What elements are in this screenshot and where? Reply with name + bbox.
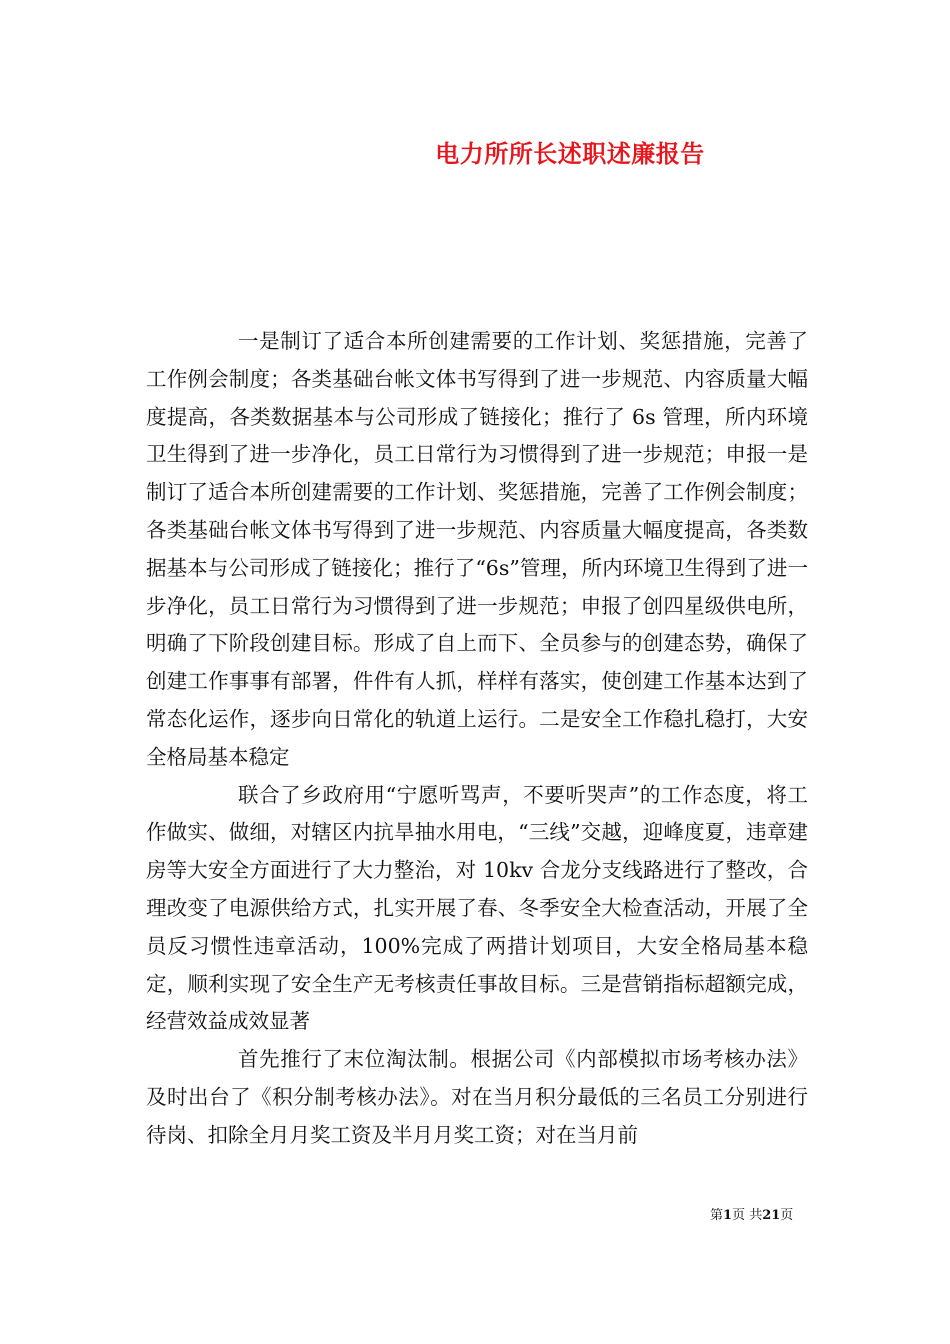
paragraph-1: 一是制订了适合本所创建需要的工作计划、奖惩措施，完善了工作例会制度；各类基础台帐文体书写得到了进一步规范、内容质量大幅度提高，各类数据基本与公司形成了链接化；推行了 6s 管理，所内环境卫生得到了进一步净化，员工日常行为习惯得到了进一步规范；申报一是制订了适合本所创建需要的工作计划、奖惩措施，完善了工作例会制度；各类基础台帐文体书写得到了进一步规范、内容质量大幅度提高，各类数据基本与公司形成了链接化；推行了“6s”管理，所内环境卫生得到了进一步净化，员工日常行为习惯得到了进一步规范；申报了创四星级供电所，明确了下阶段创建目标。形成了自上而下、全员参与的创建态势，确保了创建工作事事有部署，件件有人抓，样样有落实，使创建工作基本达到了常态化运作，逐步向日常化的轨道上运行。二是安全工作稳扎稳打，大安全格局基本稳定	[146, 329, 808, 769]
footer-total-pages: 21	[762, 1208, 781, 1223]
footer-middle: 页 共	[732, 1208, 763, 1223]
document-body	[146, 323, 808, 1155]
footer-prefix: 第	[710, 1208, 724, 1223]
footer-suffix: 页	[780, 1208, 794, 1223]
paragraph-2: 联合了乡政府用“宁愿听骂声，不要听哭声”的工作态度，将工作做实、做细，对辖区内抗旱抽水用电，“三线”交越，迎峰度夏，违章建房等大安全方面进行了大力整治，对 10kv 合龙分支线路进行了整改，合理改变了电源供给方式，扎实开展了春、冬季安全大检查活动，开展了全员反习惯性违章活动，100%完成了两措计划项目，大安全格局基本稳定，顺利实现了安全生产无考核责任事故目标。三是营销指标超额完成，经营效益成效显著	[146, 782, 808, 1034]
page-footer	[710, 1204, 793, 1223]
footer-page-number: 1	[723, 1208, 733, 1223]
document-title: 电力所所长述职述廉报告	[435, 139, 705, 168]
paragraph-3: 首先推行了末位淘汰制。根据公司《内部模拟市场考核办法》及时出台了《积分制考核办法》。对在当月积分最低的三名员工分别进行待岗、扣除全月月奖工资及半月月奖工资；对在当月前	[146, 1047, 808, 1147]
